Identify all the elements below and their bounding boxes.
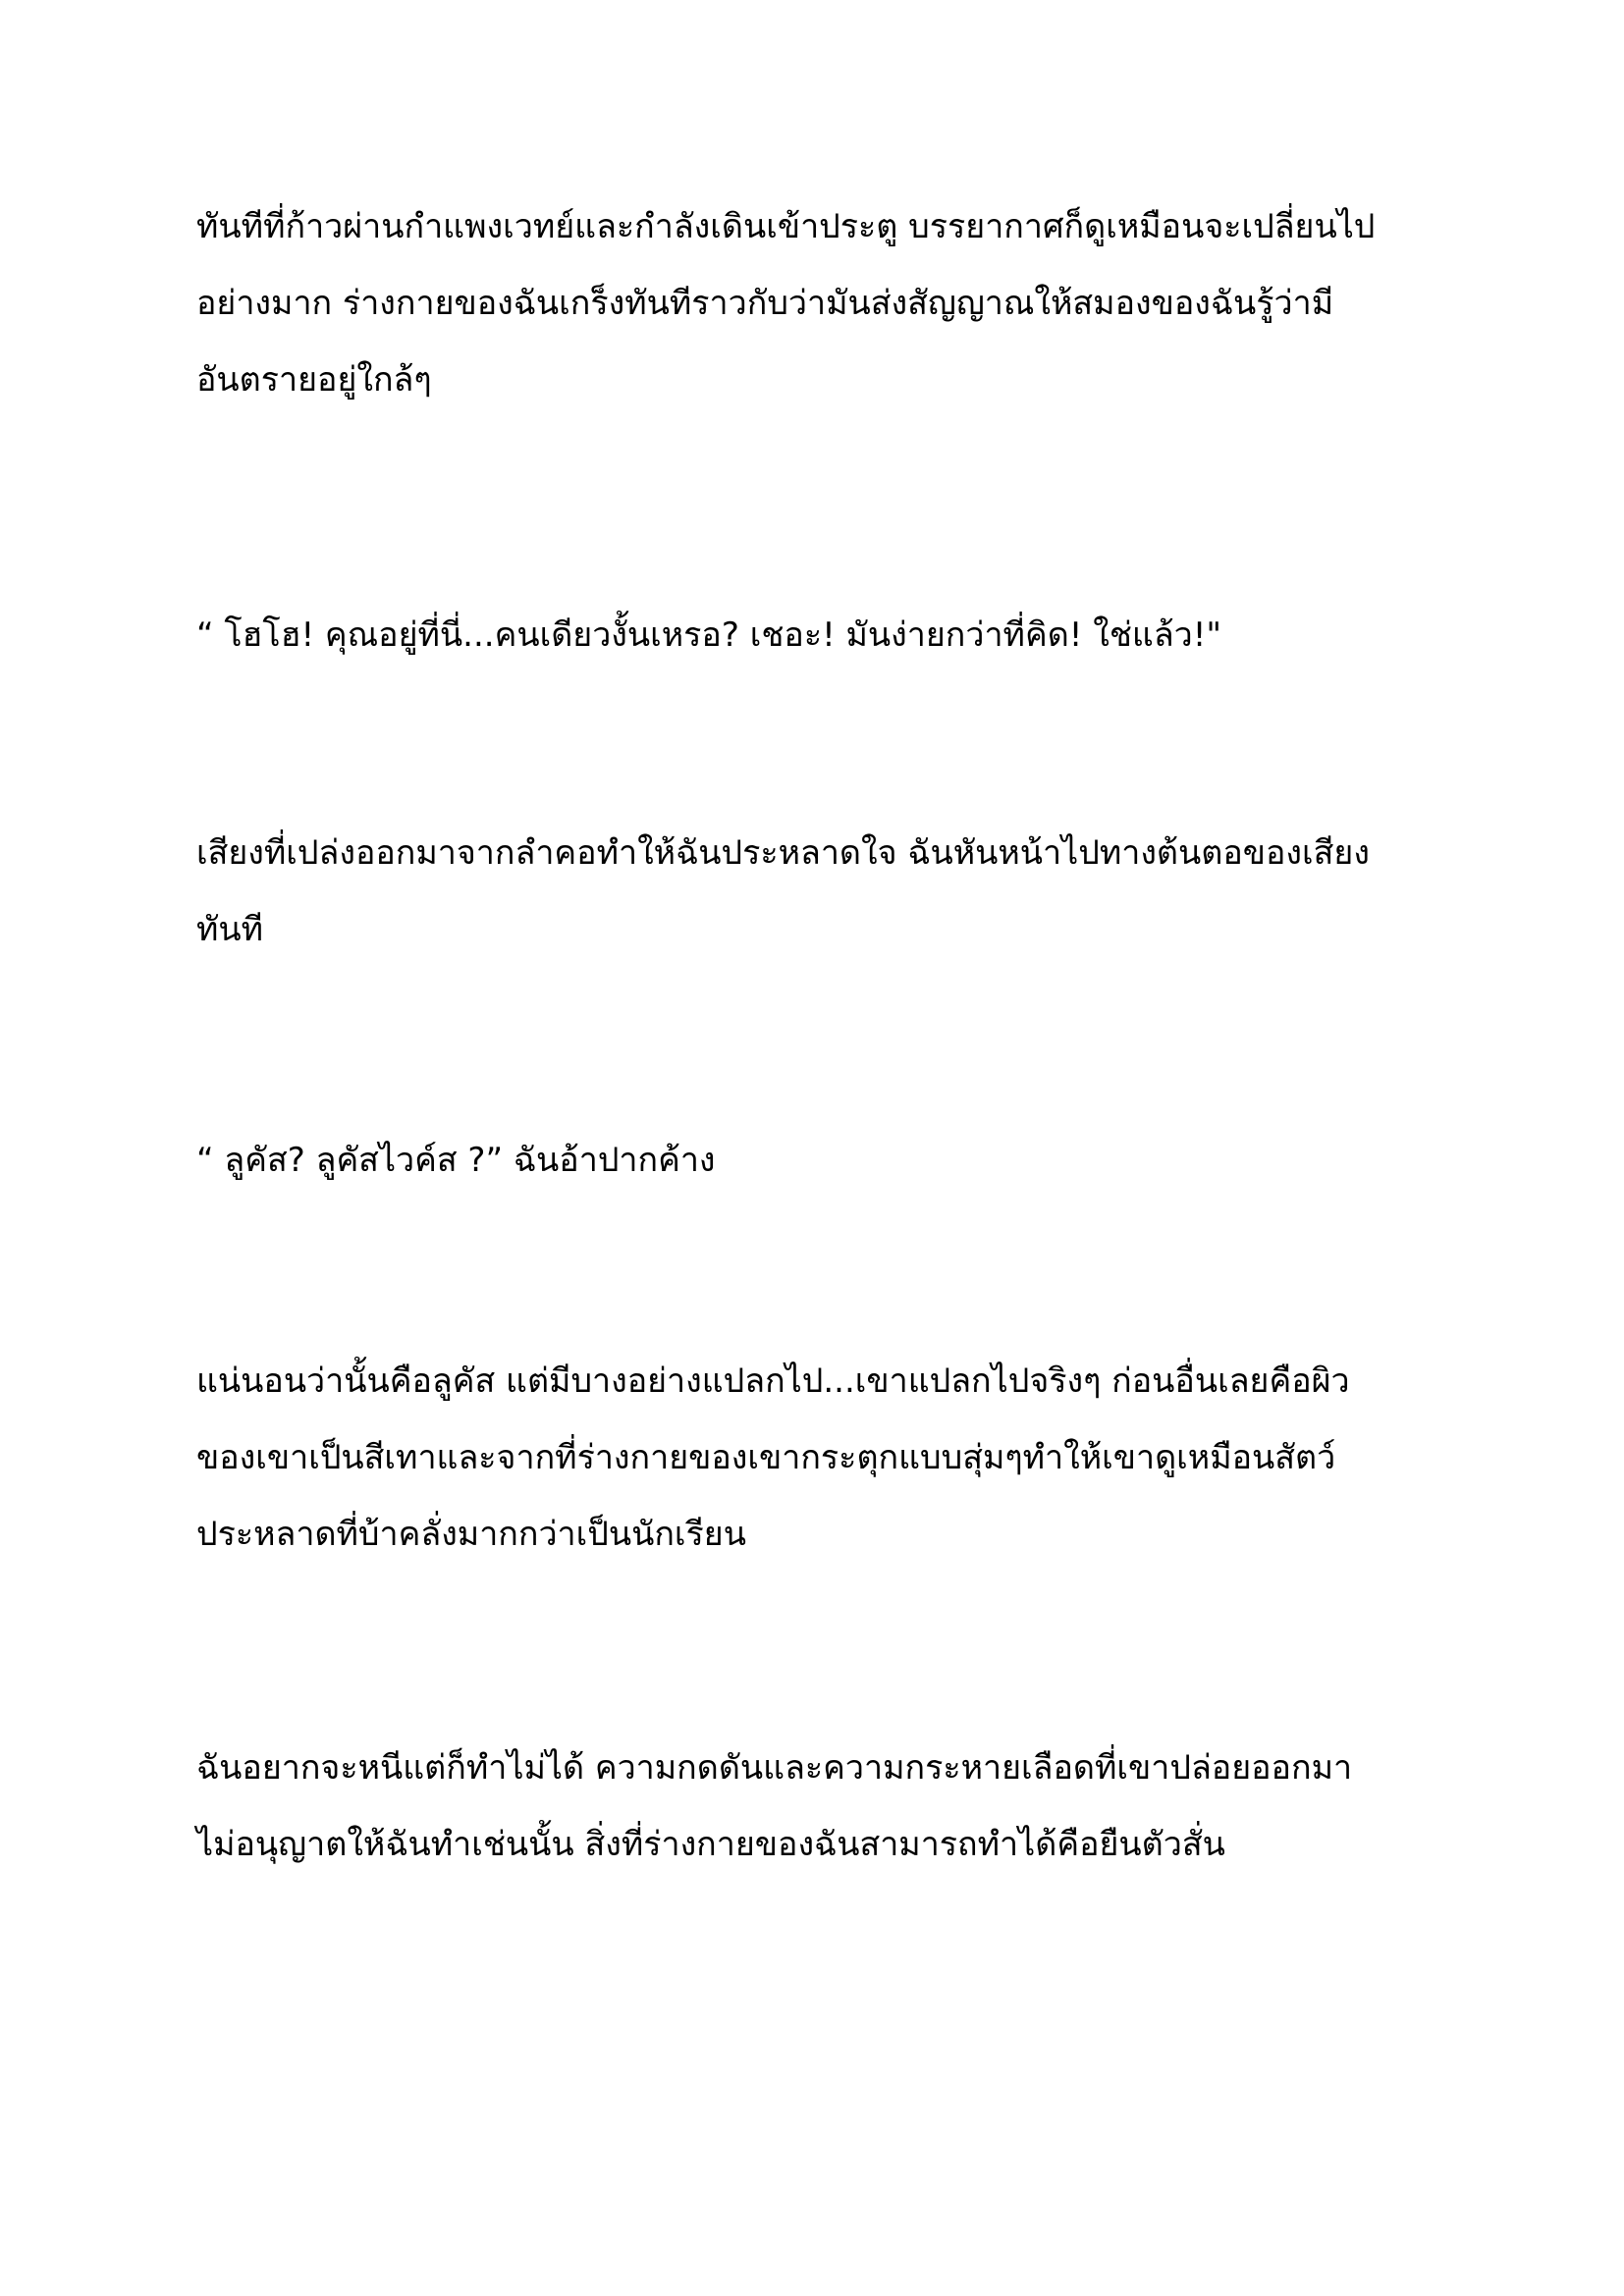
paragraph-line: ประหลาดที่บ้าคลั่งมากกว่าเป็นนักเรียน: [196, 1515, 746, 1554]
paragraph-line: “ โฮโฮ! คุณอยู่ที่นี่...คนเดียวงั้นเหรอ? เชอะ! มันง่ายกว่าที่คิด! ใช่แล้ว!": [196, 615, 1222, 655]
paragraph-line: อันตรายอยู่ใกล้ๆ: [196, 360, 432, 400]
paragraph-line: ฉันอยากจะหนีแต่ก็ทำไม่ได้ ความกดดันและความกระหายเลือดที่เขาปล่อยออกมา: [196, 1748, 1353, 1788]
paragraph-line: เสียงที่เปล่งออกมาจากลำคอทำให้ฉันประหลาดใจ ฉันหันหน้าไปทางต้นตอของเสียง: [196, 833, 1370, 873]
paragraph-line: แน่นอนว่านั้นคือลูคัส แต่มีบางอย่างแปลกไป...เขาแปลกไปจริงๆ ก่อนอื่นเลยคือผิว: [196, 1362, 1350, 1401]
paragraph-2-dialogue: [196, 597, 1473, 673]
paragraph-line: อย่างมาก ร่างกายของฉันเกร็งทันทีราวกับว่ามันส่งสัญญาณให้สมองของฉันรู้ว่ามี: [196, 284, 1334, 323]
paragraph-4-dialogue: [196, 1122, 1473, 1199]
paragraph-3: [196, 815, 1473, 968]
paragraph-line: ทันทีที่ก้าวผ่านกำแพงเวทย์และกำลังเดินเข้าประตู บรรยากาศก็ดูเหมือนจะเปลี่ยนไป: [196, 207, 1376, 246]
paragraph-line: ไม่อนุญาตให้ฉันทำเช่นนั้น สิ่งที่ร่างกายของฉันสามารถทำได้คือยืนตัวสั่น: [196, 1825, 1225, 1864]
paragraph-6: [196, 1730, 1473, 1883]
paragraph-1: [196, 188, 1473, 418]
paragraph-line: ทันที: [196, 910, 264, 949]
paragraph-line: ของเขาเป็นสีเทาและจากที่ร่างกายของเขากระตุกแบบสุ่มๆทำให้เขาดูเหมือนสัตว์: [196, 1438, 1336, 1477]
paragraph-5: [196, 1343, 1473, 1573]
paragraph-line: “ ลูคัส? ลูคัสไวค์ส ?” ฉันอ้าปากค้าง: [196, 1141, 716, 1180]
